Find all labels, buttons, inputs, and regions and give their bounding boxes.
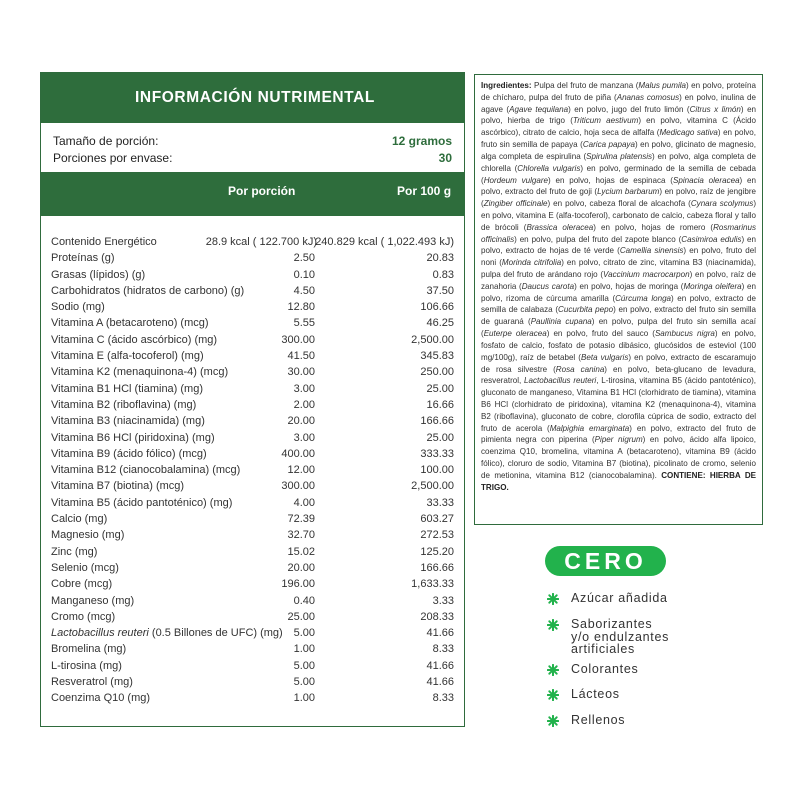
ingredient-text: ) en polvo, raíz de jengibre ( — [481, 187, 756, 209]
ingredient-text: ) en polvo, proteína de chícharo, pulpa del fruto de piña ( — [481, 81, 756, 102]
nutrient-row — [41, 690, 464, 706]
ingredient-scientific-name: Zingiber officinale — [483, 199, 548, 209]
nutrient-per-portion: 2.50 — [293, 252, 315, 265]
nutrient-name: Cromo (mcg) — [51, 610, 116, 623]
nutrient-per-100g: 41.66 — [426, 659, 454, 672]
nutrient-per-portion: 3.00 — [293, 431, 315, 444]
nutrient-name: Vitamina B7 (biotina) (mcg) — [51, 480, 185, 493]
ingredient-text: , L-tirosina, vitamina B5 (ácido pantoténico), gluconato de manganeso, Vitamina B1 HCl (clorhidrato de tiamina), vitamina B6 HCl (clorhidrato de piridoxina), vitamina K2 (menaquinona-4), vitamina B2 (riboflavina), gluconato de cobre, clorofila cúprica de sodio, extracto del fruto de acerola ( — [481, 376, 756, 433]
ingredient-text: ) en polvo, extracto de semilla de calabaza ( — [481, 293, 756, 315]
nutrient-name: Contenido Energético — [51, 236, 157, 248]
cero-item-label: Azúcar añadida — [571, 591, 668, 605]
nutrient-row — [41, 641, 464, 657]
nutrient-name: Selenio (mcg) — [51, 561, 119, 574]
serving-size-label: Tamaño de porción: — [53, 134, 159, 148]
ingredient-text: ) en polvo, inulina de agave ( — [481, 92, 756, 114]
ingredient-scientific-name: Brassica oleracea — [526, 222, 594, 232]
nutrient-row — [41, 397, 464, 413]
ingredient-scientific-name: Citrus x limón — [689, 104, 741, 114]
ingredient-scientific-name: Medicago sativa — [659, 128, 718, 138]
asterisk-icon — [547, 593, 559, 605]
nutrient-per-100g: 0.83 — [432, 268, 454, 281]
nutrient-per-portion: 4.00 — [293, 496, 315, 509]
ingredient-text: ) en polvo, pulpa del fruto del zapote blanco ( — [514, 234, 682, 244]
nutrient-row — [41, 348, 464, 364]
nutrient-name: Vitamina B2 (riboflavina) (mg) — [51, 398, 197, 411]
nutrient-name: Zinc (mg) — [51, 545, 98, 558]
ingredient-text: ) en polvo, extracto de hojas de té verde ( — [481, 234, 756, 256]
nutrient-row — [41, 332, 464, 348]
ingredient-text: ) en polvo, germinado de la semilla de cebada ( — [481, 163, 756, 185]
ingredient-text: ) en polvo, fruto sin semilla de papaya ( — [481, 128, 757, 150]
nutrient-per-100g: 333.33 — [420, 447, 454, 460]
ingredient-scientific-name: Chlorella vulgaris — [517, 163, 581, 173]
nutrient-name: Magnesio (mg) — [51, 529, 125, 542]
nutrient-per-100g: 166.66 — [420, 415, 454, 428]
portions-label: Porciones por envase: — [53, 151, 173, 165]
ingredient-scientific-name: Rosa canina — [555, 364, 605, 374]
nutrient-per-portion: 300.00 — [281, 333, 315, 346]
nutrient-name: Vitamina E (alfa-tocoferol) (mg) — [51, 350, 204, 363]
col-per-portion: Por porción — [228, 184, 296, 198]
nutrient-per-portion: 1.00 — [293, 643, 315, 656]
column-header — [41, 173, 464, 216]
nutrient-row — [41, 527, 464, 543]
ingredient-scientific-name: Agave tequilana — [509, 104, 569, 114]
asterisk-icon — [547, 619, 559, 631]
portions-value: 30 — [438, 151, 452, 165]
nutrient-per-100g: 208.33 — [420, 610, 454, 623]
ingredient-scientific-name: Rosmarinus officinalis — [481, 222, 756, 244]
nutrient-per-portion: 5.00 — [293, 627, 315, 640]
ingredients-panel — [474, 74, 763, 525]
nutrient-per-100g: 166.66 — [420, 561, 454, 574]
nutrient-row — [41, 381, 464, 397]
ingredient-scientific-name: Spirulina platensis — [586, 151, 653, 161]
nutrient-per-100g: 8.33 — [432, 643, 454, 656]
nutrient-name: Grasas (lípidos) (g) — [51, 268, 146, 281]
asterisk-icon — [547, 689, 559, 701]
nutrient-row — [41, 364, 464, 380]
serving-info — [41, 123, 464, 173]
ingredient-text: ) en polvo, cabeza floral de alcachofa ( — [547, 199, 691, 209]
nutrient-per-100g: 1,633.33 — [411, 578, 454, 591]
nutrient-name: L-tirosina (mg) — [51, 659, 122, 672]
nutrient-per-100g: 125.20 — [420, 545, 454, 558]
ingredient-scientific-name: Cynara scolymus — [690, 199, 754, 209]
ingredient-scientific-name: Malpighia emarginata — [549, 423, 630, 433]
ingredient-text: ) en polvo, beta-glucano de levadura, resveratrol, — [481, 364, 756, 386]
nutrient-per-portion: 32.70 — [287, 529, 315, 542]
nutrient-name: Vitamina K2 (menaquinona-4) (mcg) — [51, 366, 229, 379]
ingredient-scientific-name: Moringa oleifera — [683, 281, 742, 291]
nutrient-per-100g: 345.83 — [420, 350, 454, 363]
nutrient-per-portion: 15.02 — [287, 545, 315, 558]
ingredient-scientific-name: Lycium barbarum — [597, 187, 660, 197]
nutrient-name: Vitamina B5 (ácido pantoténico) (mg) — [51, 496, 233, 509]
nutrient-name-italic: Lactobacillus reuteri — [51, 627, 149, 640]
nutrient-per-100g: 20.83 — [426, 252, 454, 265]
nutrient-row — [41, 495, 464, 511]
nutrient-per-portion: 5.00 — [293, 676, 315, 689]
ingredient-text: ) en polvo, hojas de espinaca ( — [547, 175, 673, 185]
nutrient-name: Coenzima Q10 (mg) — [51, 692, 151, 705]
cero-item-label: Saborizantes y/o endulzantes artificiales — [571, 617, 670, 656]
nutrient-row — [41, 511, 464, 527]
asterisk-icon — [547, 664, 559, 676]
nutrient-row — [41, 674, 464, 690]
nutrient-per-100g: 33.33 — [426, 496, 454, 509]
ingredient-text: ) en polvo, hierba de trigo ( — [481, 104, 757, 126]
ingredient-text: ) en polvo, vitamina E (alfa-tocoferol), carbonato de calcio, cabeza floral y tallo de brócoli ( — [481, 199, 756, 232]
ingredient-text: ) en polvo, citrato de zinc, vitamina B3 (niacinamida), pulpa del fruto de arándano rojo ( — [481, 258, 756, 279]
nutrient-row — [41, 299, 464, 315]
ingredient-text: ) en polvo, fruto del noni ( — [481, 246, 757, 268]
ingredient-scientific-name: Morinda citrifolia — [501, 258, 562, 268]
allergen-notice: CONTIENE: HIERBA DE TRIGO. — [481, 470, 756, 492]
ingredient-scientific-name: Daucus carota — [521, 281, 575, 291]
nutrient-row — [41, 234, 464, 250]
nutrient-row — [41, 560, 464, 576]
ingredient-text: Pulpa del fruto de manzana ( — [531, 81, 639, 90]
ingredient-scientific-name: Malus pumila — [638, 81, 687, 90]
ingredient-text: ) en polvo, vitamina C (Ácido ascórbico), citrato de calcio, hoja seca de alfalfa ( — [481, 116, 756, 138]
nutrient-per-100g: 2,500.00 — [411, 480, 454, 493]
ingredient-text: ) en polvo, hojas de moringa ( — [574, 281, 684, 291]
ingredient-scientific-name: Ananas comosus — [616, 92, 680, 102]
ingredient-scientific-name: Vaccinium macrocarpon — [603, 270, 690, 279]
ingredient-text: ) en polvo, alga completa de chlorella ( — [481, 151, 756, 173]
nutrient-name: Bromelina (mg) — [51, 643, 127, 656]
nutrient-name: Vitamina A (betacaroteno) (mcg) — [51, 317, 209, 330]
nutrient-per-100g: 603.27 — [420, 513, 454, 526]
ingredient-scientific-name: Carica papaya — [582, 140, 635, 150]
ingredient-text: ) en polvo, fosfato de calcio, fosfato de potasio dibásico, glucósidos de esteviol (100 mg/100g), raíz de betabel ( — [481, 329, 757, 362]
nutrient-per-portion: 20.00 — [287, 561, 315, 574]
asterisk-icon — [547, 715, 559, 727]
nutrient-per-portion: 25.00 — [287, 610, 315, 623]
nutrient-name: Cobre (mcg) — [51, 578, 113, 591]
nutrient-per-portion: 196.00 — [281, 578, 315, 591]
nutrient-row — [41, 625, 464, 641]
ingredient-scientific-name: Triticum aestivum — [572, 116, 639, 126]
nutrient-per-portion: 5.55 — [293, 317, 315, 330]
nutrient-name: Vitamina C (ácido ascórbico) (mg) — [51, 333, 218, 346]
nutrient-per-portion: 12.00 — [287, 464, 315, 477]
nutrient-per-portion: 0.40 — [293, 594, 315, 607]
cero-badge: CERO — [545, 546, 666, 576]
nutrient-row — [41, 413, 464, 429]
ingredient-scientific-name: Camellia sinensis — [619, 246, 684, 256]
nutrient-per-portion: 72.39 — [287, 513, 315, 526]
nutrient-row — [41, 576, 464, 592]
nutrient-name: Vitamina B12 (cianocobalamina) (mcg) — [51, 464, 241, 477]
nutrient-per-portion: 4.50 — [293, 284, 315, 297]
ingredient-text: ) en polvo, extracto del fruto de goji ( — [481, 175, 756, 197]
nutrient-per-portion: 12.80 — [287, 301, 315, 314]
cero-item-label: Lácteos — [571, 687, 620, 701]
nutrient-row — [41, 544, 464, 560]
nutrient-name: Sodio (mg) — [51, 301, 105, 314]
ingredients-label: Ingredientes: — [481, 81, 532, 90]
nutrient-name: Resveratrol (mg) — [51, 676, 133, 689]
nutrient-per-100g: 16.66 — [426, 398, 454, 411]
nutrient-row — [41, 462, 464, 478]
nutrient-per-100g: 100.00 — [420, 464, 454, 477]
ingredient-scientific-name: Euterpe oleracea — [483, 329, 547, 339]
ingredient-scientific-name: Piper nigrum — [594, 435, 643, 445]
ingredient-text: ) en polvo, extracto de escaramujo de rosa silvestre ( — [481, 352, 756, 374]
nutrient-per-portion: 300.00 — [281, 480, 315, 493]
nutrient-row — [41, 609, 464, 625]
nutrient-name: Proteínas (g) — [51, 252, 115, 265]
nutrient-per-100g: 8.33 — [432, 692, 454, 705]
nutrient-per-portion: 0.10 — [293, 268, 315, 281]
nutrient-name: Vitamina B1 HCl (tiamina) (mg) — [51, 382, 204, 395]
ingredient-scientific-name: Casimiroa edulis — [681, 234, 742, 244]
nutrient-row — [41, 658, 464, 674]
nutrient-row — [41, 446, 464, 462]
nutrient-per-100g: 250.00 — [420, 366, 454, 379]
nutrient-row — [41, 593, 464, 609]
nutrient-name: Vitamina B6 HCl (piridoxina) (mg) — [51, 431, 215, 444]
nutrient-per-100g: 240.829 kcal ( 1,022.493 kJ) — [315, 236, 454, 248]
nutrient-per-100g: 41.66 — [426, 676, 454, 689]
ingredient-scientific-name: Paullinia cupana — [530, 317, 592, 327]
ingredient-scientific-name: Sambucus nigra — [654, 329, 715, 339]
ingredients-text — [481, 80, 756, 493]
ingredient-text: ) en polvo, raíz de zanahoria ( — [481, 270, 756, 291]
cero-item-label: Colorantes — [571, 662, 639, 676]
nutrient-per-100g: 2,500.00 — [411, 333, 454, 346]
nutrient-row — [41, 267, 464, 283]
nutrient-name: Calcio (mg) — [51, 513, 108, 526]
nutrient-row — [41, 250, 464, 266]
nutrient-name: Vitamina B9 (ácido fólico) (mcg) — [51, 447, 207, 460]
nutrient-per-100g: 272.53 — [420, 529, 454, 542]
nutrient-row — [41, 283, 464, 299]
ingredient-scientific-name: Cucurbita pepo — [558, 305, 614, 315]
ingredient-scientific-name: Lactobacillus reuteri — [524, 376, 597, 386]
nutrient-name: Manganeso (mg) — [51, 594, 135, 607]
nutrient-per-portion: 1.00 — [293, 692, 315, 705]
serving-size-value: 12 gramos — [391, 134, 452, 148]
nutrient-per-portion: 5.00 — [293, 659, 315, 672]
ingredient-text: ) en polvo, extracto del fruto de pimienta negra con piperina ( — [481, 423, 756, 445]
nutrient-per-100g: 46.25 — [426, 317, 454, 330]
nutrient-per-100g: 25.00 — [426, 382, 454, 395]
nutrient-name-rest: (0.5 Billones de UFC) (mg) — [148, 627, 283, 640]
ingredient-text: ) en polvo, rizoma de cúrcuma amarilla ( — [481, 281, 757, 303]
nutrient-per-100g: 106.66 — [420, 301, 454, 314]
nutrition-panel — [40, 72, 465, 727]
nutrient-per-portion: 41.50 — [287, 350, 315, 363]
nutrient-name: Carbohidratos (hidratos de carbono) (g) — [51, 284, 245, 297]
ingredient-text: ) en polvo, ácido alfa lipoico, coenzima Q10, bromelina, vitamina A (betacaroteno), vitamina B9 (ácido fólico), cloruro de sodio, Vitamina B7 (biotina), picolinato de cromo, selenio de metionina, vitamina B12 (cianocobalamina). — [481, 435, 756, 480]
nutrient-per-100g: 25.00 — [426, 431, 454, 444]
ingredient-scientific-name: Hordeum vulgare — [483, 175, 548, 185]
nutrient-per-100g: 41.66 — [426, 627, 454, 640]
nutrient-per-portion: 400.00 — [281, 447, 315, 460]
ingredient-scientific-name: Spinacia oleracea — [673, 175, 740, 185]
ingredient-text: ) en polvo, pulpa del fruto sin semilla acaí ( — [481, 317, 756, 339]
nutrient-row — [41, 315, 464, 331]
ingredient-scientific-name: Cúrcuma longa — [615, 293, 672, 303]
nutrient-rows — [41, 216, 464, 707]
nutrient-row — [41, 430, 464, 446]
ingredient-scientific-name: Beta vulgaris — [580, 352, 629, 362]
ingredient-text: ) en polvo, extracto del fruto sin semilla de guaraná ( — [481, 305, 756, 327]
nutrient-per-portion: 30.00 — [287, 366, 315, 379]
ingredient-text: ) en polvo, jugo del fruto limón ( — [568, 104, 690, 114]
col-per-100g: Por 100 g — [397, 184, 452, 198]
nutrient-per-100g: 3.33 — [432, 594, 454, 607]
nutrient-name — [51, 627, 283, 639]
nutrient-per-100g: 37.50 — [426, 284, 454, 297]
cero-item-label: Rellenos — [571, 713, 626, 727]
ingredient-text: ) en polvo, glicinato de magnesio, alga completa de espirulina ( — [481, 140, 756, 161]
nutrient-per-portion: 28.9 kcal ( 122.700 kJ) — [205, 236, 317, 248]
nutrient-name: Vitamina B3 (niacinamida) (mg) — [51, 415, 205, 428]
ingredient-text: ) en polvo, hojas de romero ( — [593, 222, 714, 232]
nutrient-row — [41, 478, 464, 494]
nutrient-per-portion: 2.00 — [293, 398, 315, 411]
nutrient-per-portion: 20.00 — [287, 415, 315, 428]
ingredient-text: ) en polvo, fruto del sauco ( — [546, 329, 655, 339]
nutrition-title: INFORMACIÓN NUTRIMENTAL — [41, 73, 464, 123]
nutrient-per-portion: 3.00 — [293, 382, 315, 395]
